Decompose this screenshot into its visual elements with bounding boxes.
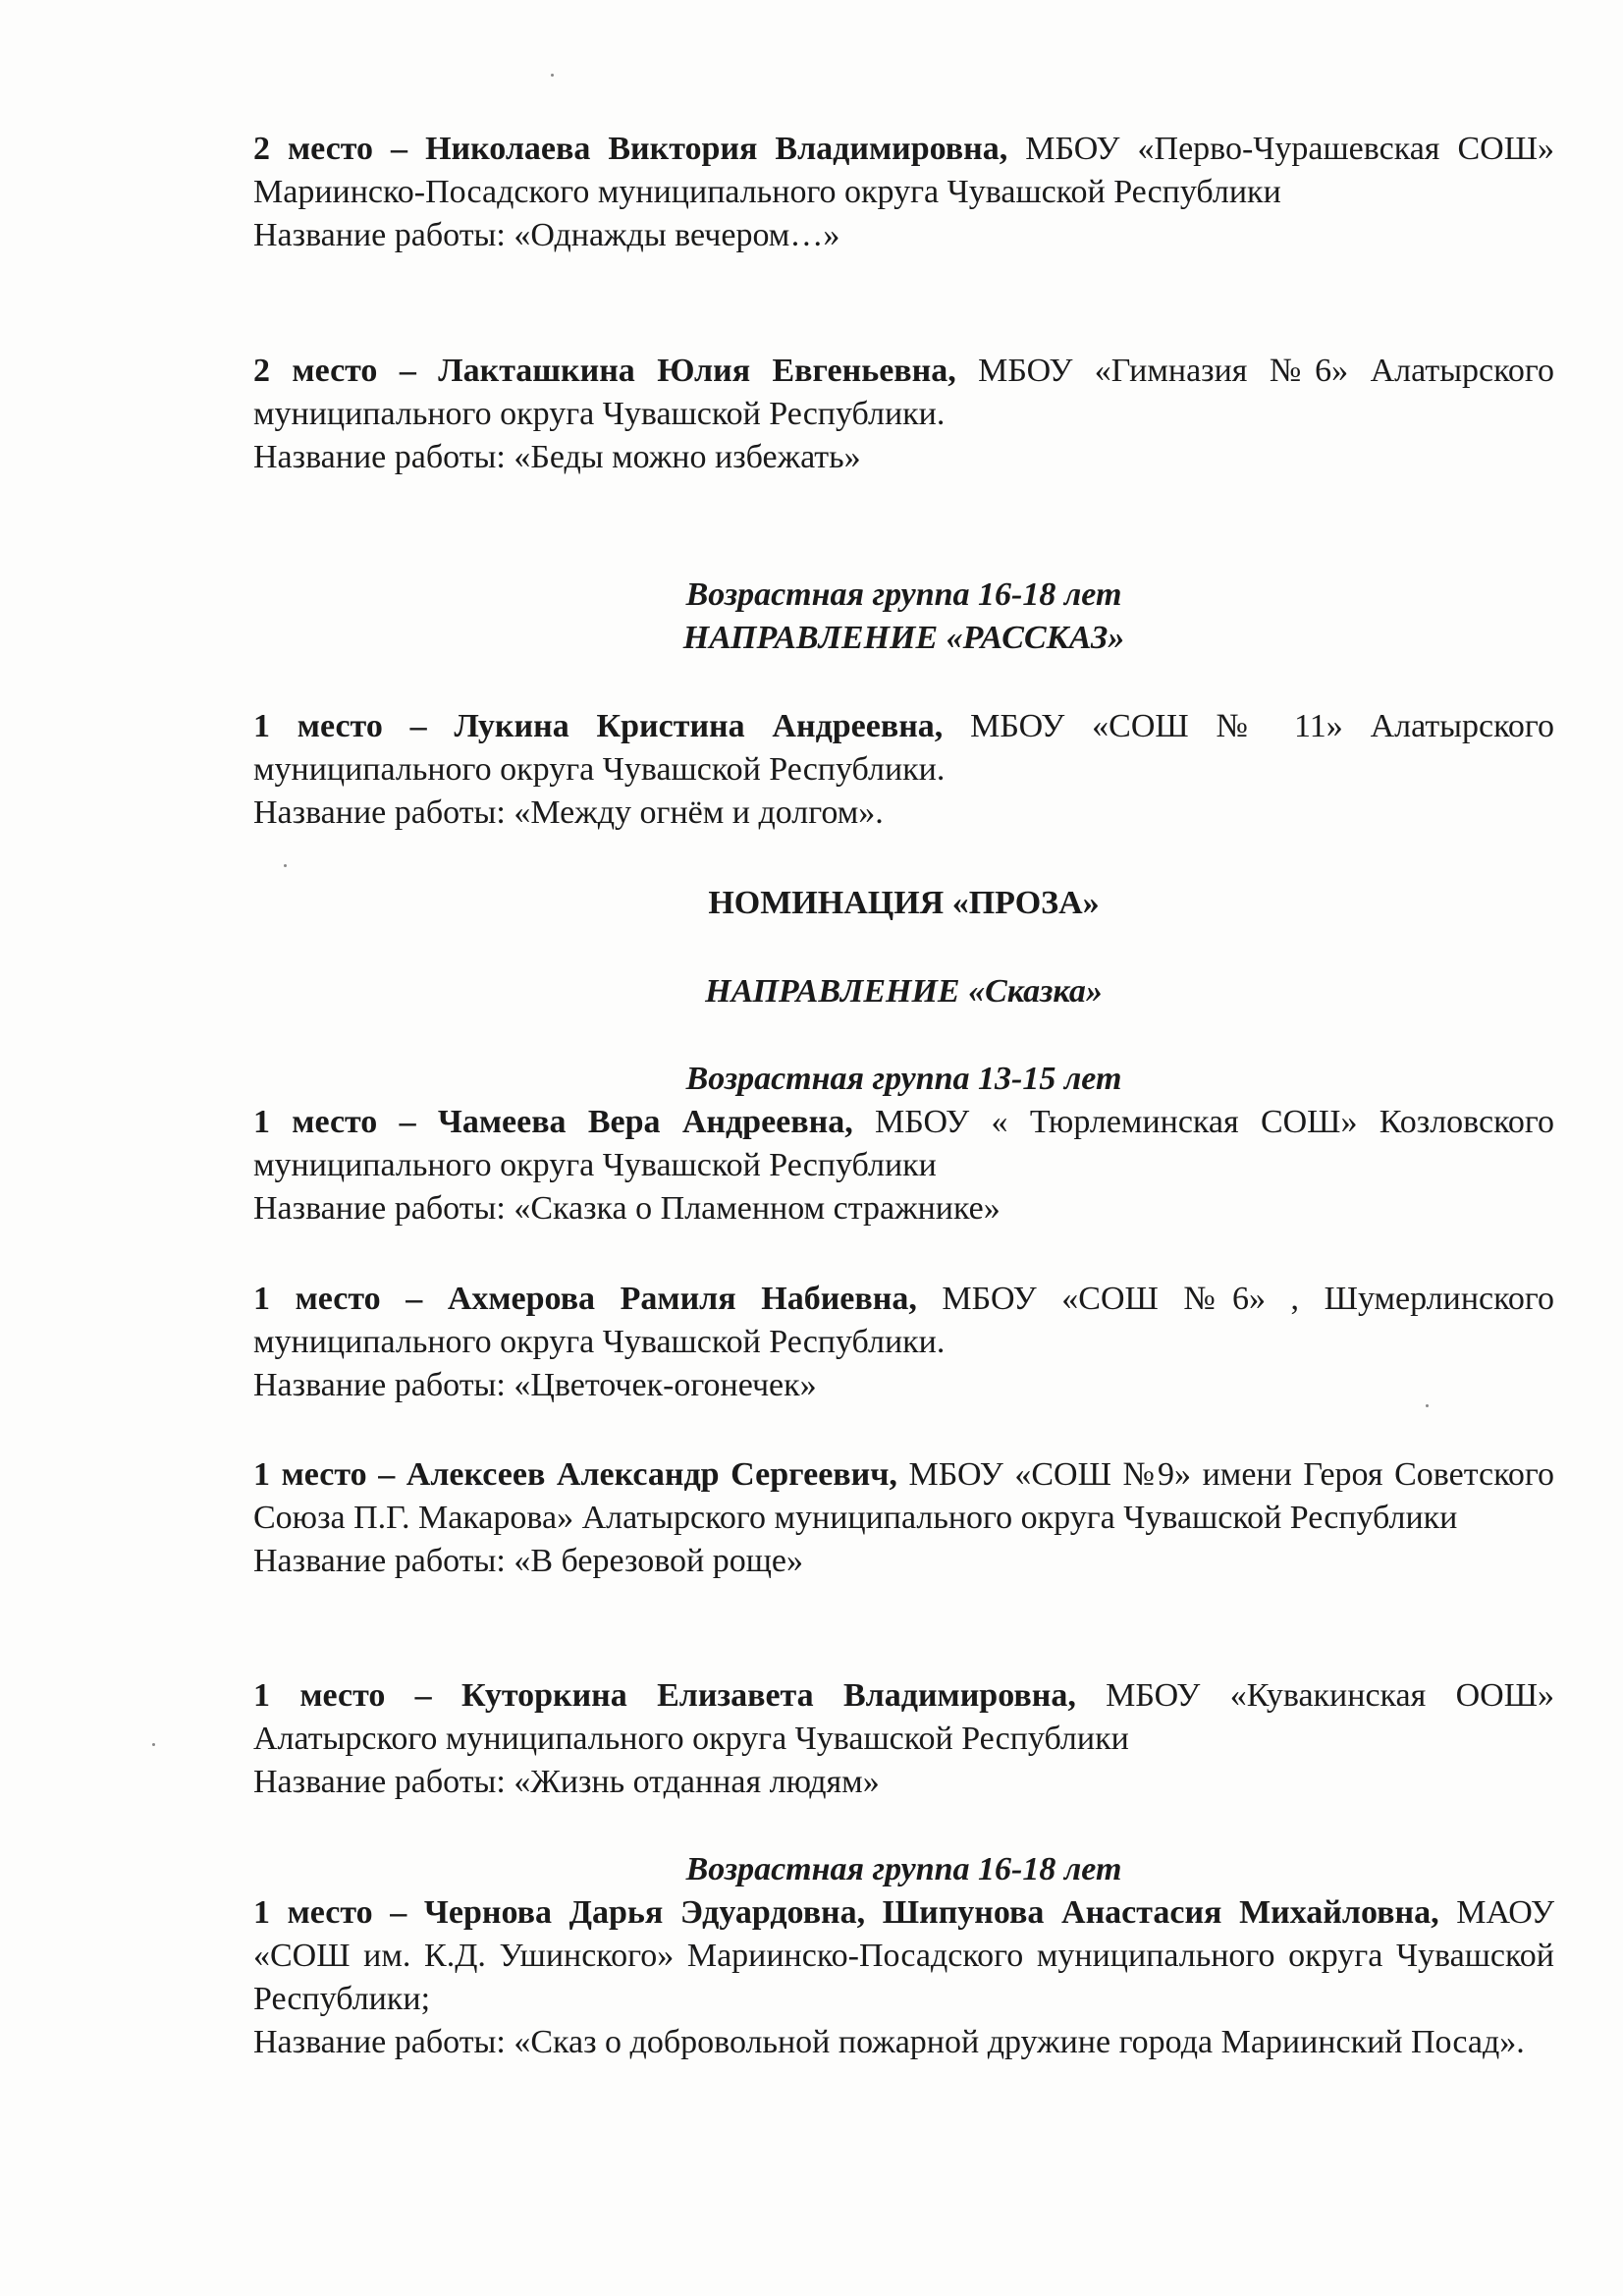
award-entry xyxy=(253,128,1554,257)
entry-work-title: Название работы: «Сказка о Пламенном стражнике» xyxy=(253,1190,1001,1227)
scan-speck xyxy=(551,74,554,77)
entry-institution: МБОУ «Перво-Чурашевская СОШ» Мариинско-Посадского муниципального округа Чувашской Республики xyxy=(253,131,1554,210)
entry-place: 1 место – xyxy=(253,1456,396,1493)
award-entry xyxy=(253,1278,1554,1407)
award-entry xyxy=(253,1891,1554,2064)
entry-name: Лакташкина Юлия Евгеньевна, xyxy=(438,353,956,389)
entry-place: 2 место – xyxy=(253,353,416,389)
entry-name: Алексеев Александр Сергеевич, xyxy=(406,1456,897,1493)
scan-speck xyxy=(284,864,287,867)
entry-place: 2 место – xyxy=(253,131,408,167)
entry-work-title: Название работы: «Однажды вечером…» xyxy=(253,217,840,253)
entry-place: 1 место – xyxy=(253,1281,423,1317)
entry-work-title: Название работы: «Беды можно избежать» xyxy=(253,439,861,475)
scan-speck xyxy=(152,1743,155,1746)
entry-work-title: Название работы: «В березовой роще» xyxy=(253,1543,803,1579)
entry-institution: МАОУ «СОШ им. К.Д. Ушинского» Мариинско-Посадского муниципального округа Чувашской Республики; xyxy=(253,1894,1555,2017)
scan-speck xyxy=(1426,1404,1429,1407)
entry-work-title: Название работы: «Между огнём и долгом». xyxy=(253,794,884,831)
entry-name: Лукина Кристина Андреевна, xyxy=(454,708,944,744)
entry-name: Чернова Дарья Эдуардовна, Шипунова Анастасия Михайловна, xyxy=(423,1894,1439,1931)
age-group-heading: Возрастная группа 16-18 лет xyxy=(685,1851,1122,1887)
entry-place: 1 место – xyxy=(253,708,427,744)
entry-name: Чамеева Вера Андреевна, xyxy=(437,1104,853,1140)
entry-place: 1 место – xyxy=(253,1104,416,1140)
entry-name: Ахмерова Рамиля Набиевна, xyxy=(447,1281,917,1317)
entry-name: Куторкина Елизавета Владимировна, xyxy=(461,1677,1076,1714)
entry-work-title: Название работы: «Жизнь отданная людям» xyxy=(253,1764,880,1800)
entry-place: 1 место – xyxy=(253,1677,432,1714)
entry-place: 1 место – xyxy=(253,1894,407,1931)
award-entry xyxy=(253,350,1554,479)
age-group-heading: Возрастная группа 16-18 лет xyxy=(685,576,1122,613)
entry-institution: МБОУ «СОШ №6» , Шумерлинского муниципального округа Чувашской Республики. xyxy=(253,1281,1554,1360)
award-entry xyxy=(253,1101,1554,1230)
entry-institution: МБОУ «СОШ №9» имени Героя Советского Союза П.Г. Макарова» Алатырского муниципального округа Чувашской Республики xyxy=(253,1456,1555,1536)
direction-heading: НАПРАВЛЕНИЕ «РАССКАЗ» xyxy=(682,620,1125,656)
entry-institution: МБОУ «Гимназия №6» Алатырского муниципального округа Чувашской Республики. xyxy=(253,353,1555,432)
award-entry xyxy=(253,1453,1554,1583)
entry-institution: МБОУ « Тюрлеминская СОШ» Козловского муниципального округа Чувашской Республики xyxy=(253,1104,1554,1183)
entry-institution: МБОУ «Кувакинская ООШ» Алатырского муниципального округа Чувашской Республики xyxy=(253,1677,1555,1757)
award-entry xyxy=(253,1674,1554,1804)
award-entry xyxy=(253,705,1554,835)
direction-heading: НАПРАВЛЕНИЕ «Сказка» xyxy=(705,973,1103,1010)
nomination-heading: НОМИНАЦИЯ «ПРОЗА» xyxy=(708,885,1100,921)
entry-work-title: Название работы: «Сказ о добровольной пожарной дружине города Мариинский Посад». xyxy=(253,2024,1525,2060)
entry-work-title: Название работы: «Цветочек-огонечек» xyxy=(253,1367,817,1403)
entry-institution: МБОУ «СОШ № 11» Алатырского муниципального округа Чувашской Республики. xyxy=(253,708,1554,788)
age-group-heading: Возрастная группа 13-15 лет xyxy=(685,1061,1122,1097)
entry-name: Николаева Виктория Владимировна, xyxy=(425,131,1008,167)
